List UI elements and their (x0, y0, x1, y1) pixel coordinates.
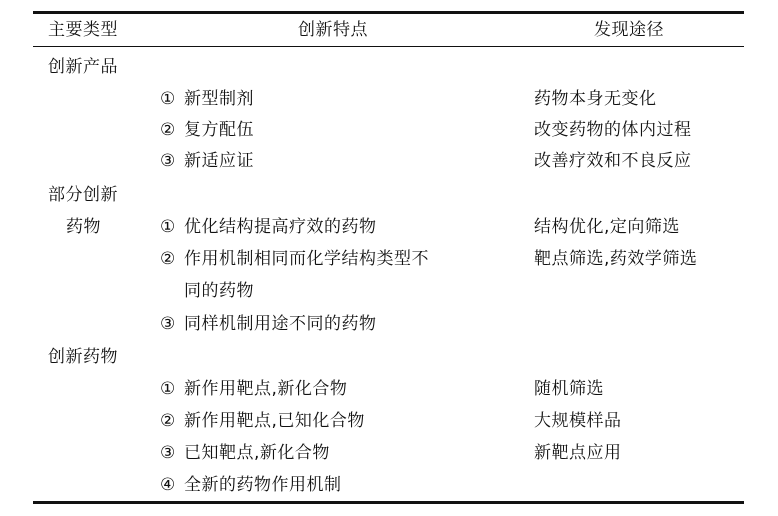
feature-cell (160, 313, 377, 335)
feature-text-continued: 同的药物 (184, 281, 254, 301)
feature-text: 已知靶点,新化合物 (184, 443, 330, 463)
feature-cell (160, 410, 365, 432)
feature-text: 全新的药物作用机制 (184, 475, 342, 495)
route-cell: 结构优化,定向筛选 (534, 217, 680, 237)
feature-text: 新作用靶点,已知化合物 (184, 411, 365, 431)
feature-text: 新作用靶点,新化合物 (184, 379, 348, 399)
group-label: 部分创新 (48, 185, 118, 205)
item-number: ② (160, 120, 176, 140)
route-cell: 改善疗效和不良反应 (534, 151, 692, 171)
feature-cell (160, 474, 342, 496)
item-number: ③ (160, 443, 176, 463)
header-rule (33, 46, 744, 47)
route-cell: 新靶点应用 (534, 443, 622, 463)
item-number: ① (160, 89, 176, 109)
item-number: ③ (160, 151, 176, 171)
item-number: ① (160, 217, 176, 237)
feature-cell (160, 378, 347, 400)
header-feature: 创新特点 (298, 20, 368, 40)
item-number: ② (160, 411, 176, 431)
feature-text: 优化结构提高疗效的药物 (184, 217, 377, 237)
feature-cell (160, 216, 377, 238)
group-label: 创新药物 (48, 347, 118, 367)
feature-cell (160, 248, 429, 270)
top-rule (33, 11, 744, 14)
header-type: 主要类型 (48, 20, 118, 40)
route-cell: 随机筛选 (534, 379, 604, 399)
feature-text: 新型制剂 (184, 89, 254, 109)
group-label: 药物 (66, 217, 101, 237)
feature-cell (160, 119, 254, 141)
route-cell: 大规模样品 (534, 411, 622, 431)
route-cell: 靶点筛选,药效学筛选 (534, 249, 698, 269)
feature-text: 复方配伍 (184, 120, 254, 140)
feature-text: 新适应证 (184, 151, 254, 171)
feature-text: 作用机制相同而化学结构类型不 (184, 249, 429, 269)
item-number: ① (160, 379, 176, 399)
route-cell: 药物本身无变化 (534, 89, 657, 109)
item-number: ④ (160, 475, 176, 495)
feature-cell (160, 88, 254, 110)
bottom-rule (33, 501, 744, 504)
item-number: ③ (160, 314, 176, 334)
item-number: ② (160, 249, 176, 269)
route-cell: 改变药物的体内过程 (534, 120, 692, 140)
feature-text: 同样机制用途不同的药物 (184, 314, 377, 334)
header-route: 发现途径 (594, 20, 664, 40)
feature-cell (160, 442, 330, 464)
feature-cell (160, 150, 254, 172)
group-label: 创新产品 (48, 57, 118, 77)
